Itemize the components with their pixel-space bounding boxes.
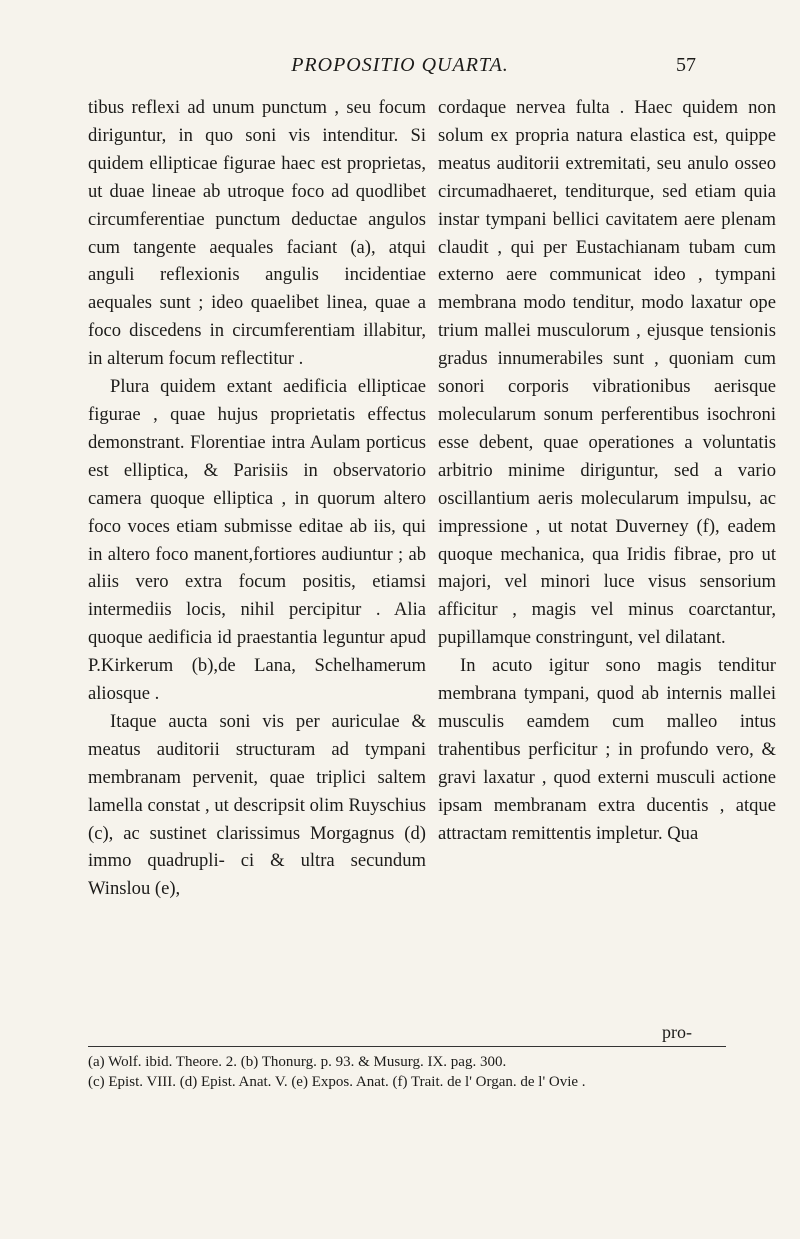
paragraph: tibus reflexi ad unum punctum , seu focum diriguntur, in quo soni vis intenditur. Si quidem ellipticae figurae haec est proprietas, ut duae lineae ab utroque foco ad quodlibet circumferentiae punctum deductae angulos cum tangente aequales faciant (a), atqui anguli reflexionis angulis incidentiae aequales sunt ; ideo quaelibet linea, quae a foco discedens in circumferentiam illabitur, in alterum focum reflectitur . bbox=[88, 97, 426, 370]
footnote-line: (c) Epist. VIII. (d) Epist. Anat. V. (e) Expos. Anat. (f) Trait. de l' Organ. de l' Ovie . bbox=[88, 1074, 586, 1090]
footnotes bbox=[88, 1052, 728, 1092]
running-title: PROPOSITIO QUARTA. bbox=[291, 54, 509, 76]
paragraph: Itaque aucta soni vis per auriculae & meatus auditorii structuram ad tympani membranam pervenit, quae triplici saltem lamella constat , ut descripsit olim Ruyschius (c), ac sustinet clarissimus Morgagnus (d) immo quadrupli- ci & ultra secundum Winslou (e), bbox=[88, 710, 426, 900]
footnote-line: (a) Wolf. ibid. Theore. 2. (b) Thonurg. p. 93. & Musurg. IX. pag. 300. bbox=[88, 1054, 507, 1070]
running-header bbox=[0, 48, 800, 88]
paragraph: Plura quidem extant aedificia ellipticae figurae , quae hujus proprietatis effectus demonstrant. Florentiae intra Aulam porticus est elliptica, & Parisiis in observatorio camera quoque elliptica , in quorum altero foco voces etiam submisse editae ab iis, qui in altero foco manent,fortiores audiuntur ; ab aliis vero extra focum positis, etiamsi intermediis locis, nihil percipitur . Alia quoque aedificia id praestantia leguntur apud P.Kirkerum (b),de Lana, Schelhamerum aliosque . bbox=[88, 376, 426, 705]
right-column bbox=[438, 94, 776, 847]
page-number: 57 bbox=[676, 54, 696, 76]
left-column bbox=[88, 94, 426, 903]
footnote-rule bbox=[88, 1046, 726, 1047]
paragraph: cordaque nervea fulta . Haec quidem non solum ex propria natura elastica est, quippe meatus auditorii extremitati, seu anulo osseo circumadhaeret, tenditurque, sed etiam quia instar tympani bellici cavitatem aere plenam claudit , qui per Eustachianam tubam cum externo aere communicat ideo , tympani membrana modo tenditur, modo laxatur ope trium mallei musculorum , ejusque tensionis gradus innumerabiles sunt , quoniam cum sonori corporis vibrationibus aerisque molecularum sonum perferentibus isochroni esse debent, quae operationes a voluntatis arbitrio minime diriguntur, sed a vario oscillantium aeris molecularum impulsu, ac impressione , ut notat Duverney (f), eadem quoque mechanica, qua Iridis fibrae, pro ut majori, vel minori luce visus sensorium afficitur , magis vel minus coarctantur, pupillamque constringunt, vel dilatant. bbox=[438, 97, 776, 649]
paragraph: In acuto igitur sono magis tenditur membrana tympani, quod ab internis mallei musculis eamdem cum malleo intus trahentibus perficitur ; in profundo vero, & gravi laxatur , quod externi musculi actione ipsam membranam extra ducentis , atque attractam remittentis impletur. Qua bbox=[438, 655, 776, 844]
catchword: pro- bbox=[662, 1022, 692, 1042]
